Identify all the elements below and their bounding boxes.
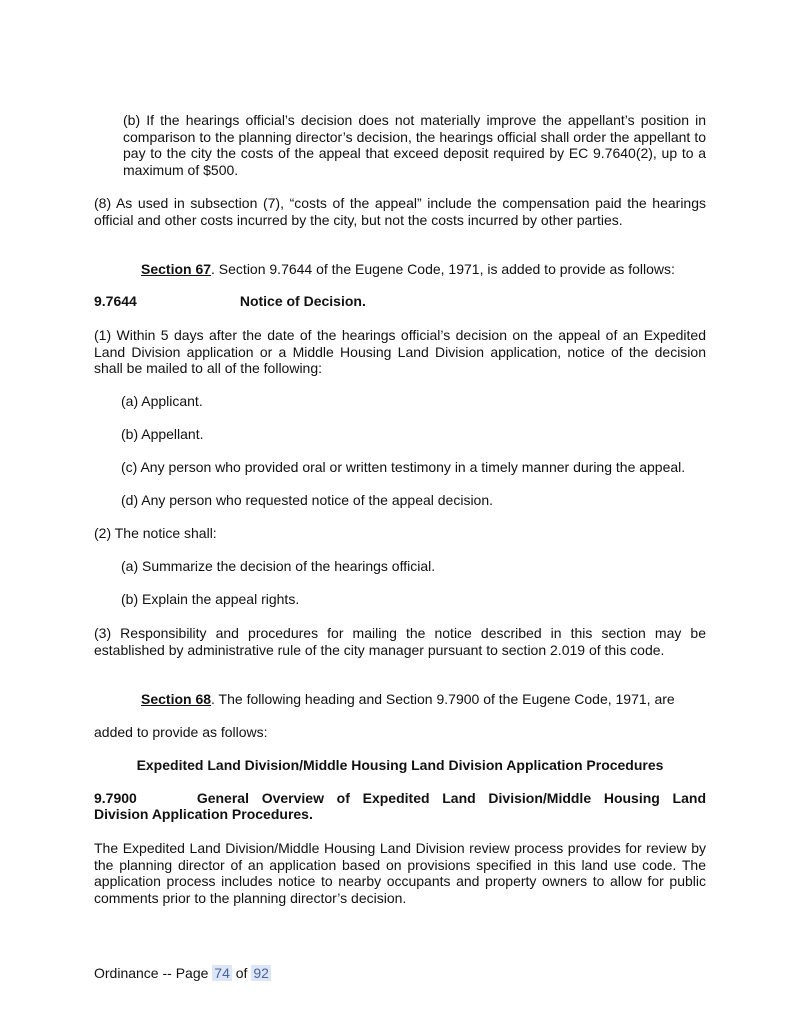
paragraph-overview: The Expedited Land Division/Middle Housing Land Division review process provides for review by the planning director of an application based on provisions specified in this land use code. The application process includes notice to nearby occupants and property owners to allow for public comments prior to the planning director’s decision.	[94, 840, 706, 906]
list-item-a: (a) Applicant.	[121, 393, 203, 409]
paragraph-7b: (b) If the hearings official’s decision does not materially improve the appellant’s position in comparison to the planning director’s decision, the hearings official shall order the appellant to pay to the city the costs of the appeal that exceed deposit required by EC 9.7640(2), up to a maximum of $500.	[123, 112, 706, 178]
section-68-heading: Section 68. The following heading and Section 9.7900 of the Eugene Code, 1971, are	[141, 691, 675, 707]
list2-item-b: (b) Explain the appeal rights.	[121, 591, 300, 607]
paragraph-1: (1) Within 5 days after the date of the hearings official’s decision on the appeal of an Expedited Land Division application or a Middle Housing Land Division application, notice of the decision shall be mailed to all of the following:	[94, 327, 706, 377]
page-number: 74	[214, 965, 230, 981]
code-9-7900-title-line2: Division Application Procedures.	[94, 806, 313, 822]
code-9-7900-title-line1: 9.7900 General Overview of Expedited Land Division/Middle Housing Land	[94, 790, 706, 806]
list-item-b: (b) Appellant.	[121, 426, 204, 442]
list-item-d: (d) Any person who requested notice of the appeal decision.	[121, 492, 494, 508]
section-67-label: Section 67	[141, 261, 212, 277]
paragraph-3: (3) Responsibility and procedures for mailing the notice described in this section may be established by administrative rule of the city manager pursuant to section 2.019 of this code.	[94, 625, 706, 658]
section-68-continuation: added to provide as follows:	[94, 724, 268, 740]
section-67-heading: Section 67. Section 9.7644 of the Eugene Code, 1971, is added to provide as follows:	[141, 261, 675, 277]
paragraph-2: (2) The notice shall:	[94, 525, 217, 541]
total-pages: 92	[253, 965, 269, 981]
list-item-c: (c) Any person who provided oral or written testimony in a timely manner during the appeal.	[121, 459, 686, 475]
centered-heading: Expedited Land Division/Middle Housing Land Division Application Procedures	[136, 757, 664, 773]
page-footer: Ordinance -- Page 74 of 92	[94, 965, 269, 981]
code-9-7644-title: 9.7644 Notice of Decision.	[94, 293, 366, 309]
list2-item-a: (a) Summarize the decision of the hearings official.	[121, 558, 436, 574]
paragraph-8: (8) As used in subsection (7), “costs of the appeal” include the compensation paid the hearings official and other costs incurred by the city, but not the costs incurred by other parties.	[94, 195, 706, 228]
section-68-label: Section 68	[141, 691, 212, 707]
